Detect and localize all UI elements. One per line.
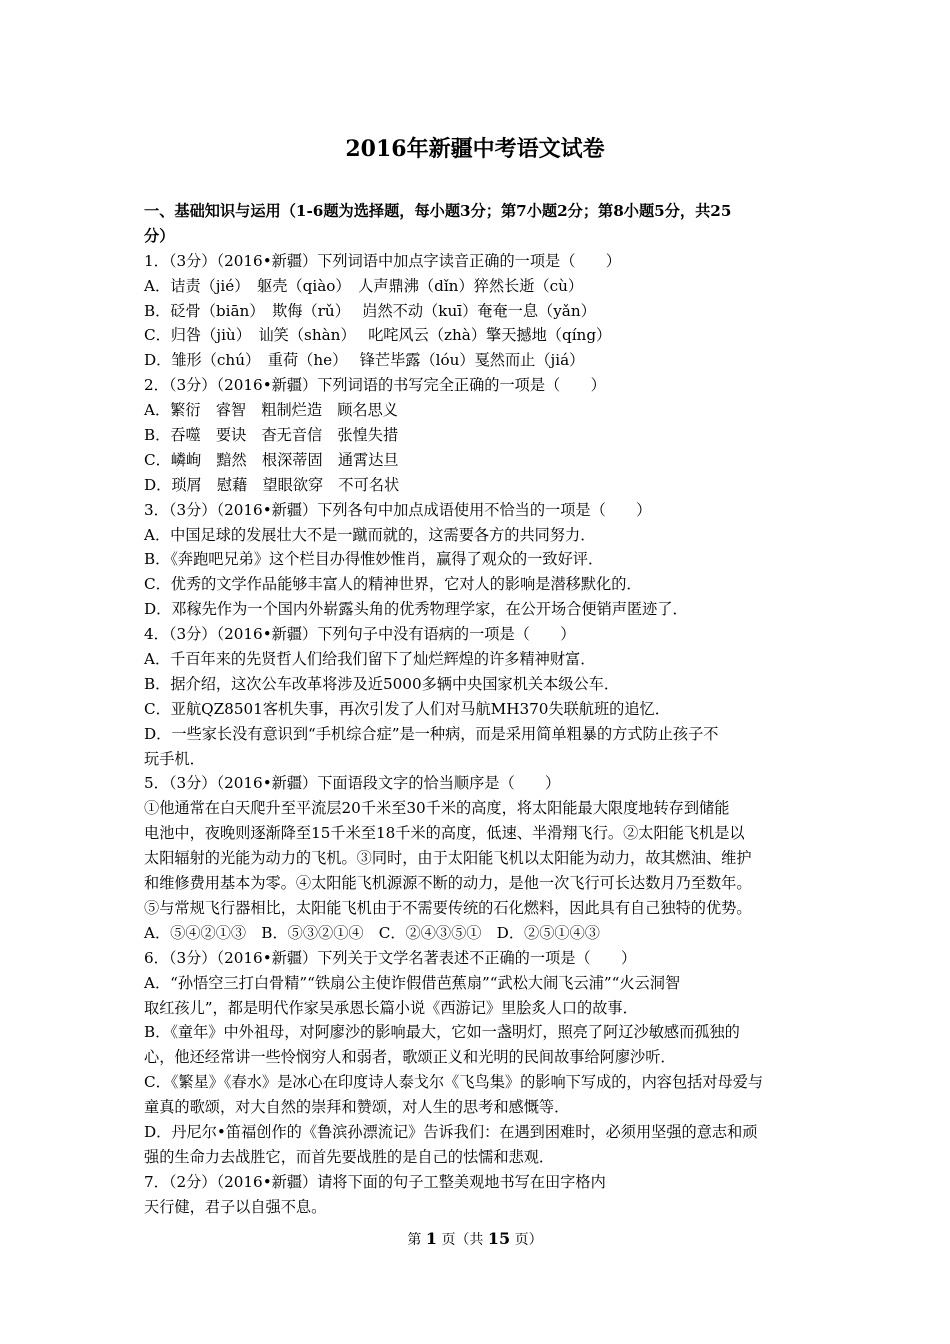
footer-prefix: 第	[407, 1232, 422, 1248]
footer-middle: 页（共	[441, 1232, 484, 1248]
text-line: B．吞噬 要诀 杳无音信 张惶失措	[144, 426, 399, 445]
page-title: 2016年新疆中考语文试卷	[345, 136, 605, 162]
footer-total-pages: 15	[487, 1229, 511, 1248]
page-footer	[0, 1228, 950, 1251]
text-line: 取红孩儿”，都是明代作家吴承恩长篇小说《西游记》里脍炙人口的故事．	[144, 998, 638, 1017]
text-line: 2．（3分）（2016•新疆）下列词语的书写完全正确的一项是（ ）	[144, 376, 606, 395]
text-line: A．繁衍 睿智 粗制烂造 顾名思义	[144, 401, 398, 420]
text-line: 5．（3分）（2016•新疆）下面语段文字的恰当顺序是（ ）	[144, 774, 561, 793]
text-line: 3．（3分）（2016•新疆）下列各句中加点成语使用不恰当的一项是（ ）	[144, 500, 652, 519]
footer-page-number: 1	[425, 1229, 437, 1248]
text-line: C．优秀的文学作品能够丰富人的精神世界，它对人的影响是潜移默化的．	[144, 575, 642, 594]
text-line: D．丹尼尔•笛福创作的《鲁滨孙漂流记》告诉我们：在遇到困难时，必须用坚强的意志和顽	[144, 1122, 758, 1141]
text-line: B．《奔跑吧兄弟》这个栏目办得惟妙惟肖，赢得了观众的一致好评．	[144, 550, 604, 569]
text-line: 玩手机．	[144, 749, 205, 768]
text-line: ①他通常在白天爬升至平流层20千米至30千米的高度，将太阳能最大限度地转存到储能	[144, 799, 730, 818]
text-line: 童真的歌颂，对大自然的崇拜和赞颂，对人生的思考和感慨等．	[144, 1098, 570, 1117]
text-line: ⑤与常规飞行器相比，太阳能飞机由于不需要传统的石化燃料，因此具有自己独特的优势。	[144, 898, 752, 917]
text-line: 7．（2分）（2016•新疆）请将下面的句子工整美观地书写在田字格内	[144, 1172, 606, 1191]
text-line: C．嶙峋 黯然 根深蒂固 通霄达旦	[144, 450, 399, 469]
text-line: A．诘责（jié） 躯壳（qiào） 人声鼎沸（dǐn）猝然长逝（cù）	[144, 276, 584, 295]
document-body	[144, 199, 814, 1220]
text-line: A．“孙悟空三打白骨精”“铁扇公主使诈假借芭蕉扇”“武松大闹飞云浦”“火云洞智	[144, 973, 681, 992]
text-line: 强的生命力去战胜它，而首先要战胜的是自己的怯懦和悲观．	[144, 1147, 555, 1166]
text-line: D．琐屑 慰藉 望眼欲穿 不可名状	[144, 475, 400, 494]
text-line: 1．（3分）（2016•新疆）下列词语中加点字读音正确的一项是（ ）	[144, 251, 621, 270]
text-line: D．一些家长没有意识到“手机综合症”是一种病，而是采用简单粗暴的方式防止孩子不	[144, 724, 719, 743]
text-line: B．《童年》中外祖母，对阿廖沙的影响最大，它如一盏明灯，照亮了阿辽沙敏感而孤独的	[144, 1023, 740, 1042]
text-line: B．据介绍，这次公车改革将涉及近5000多辆中央国家机关本级公车．	[144, 674, 620, 693]
text-line: C．归咎（jiù） 讪笑（shàn） 叱咤风云（zhà）擎天撼地（qíng）	[144, 326, 612, 345]
text-line: 4．（3分）（2016•新疆）下列句子中没有语病的一项是（ ）	[144, 625, 576, 644]
text-line: 太阳辐射的光能为动力的飞机。③同时，由于太阳能飞机以太阳能为动力，故其燃油、维护	[144, 849, 752, 868]
text-line: 心，他还经常讲一些怜悯穷人和弱者，歌颂正义和光明的民间故事给阿廖沙听．	[144, 1048, 676, 1067]
text-line: A．中国足球的发展壮大不是一蹴而就的，这需要各方的共同努力．	[144, 525, 596, 544]
section-heading-line: 分）	[144, 226, 175, 245]
text-line: A．千百年来的先贤哲人们给我们留下了灿烂辉煌的许多精神财富．	[144, 650, 596, 669]
text-line: 天行健，君子以自强不息。	[144, 1197, 327, 1216]
footer-suffix: 页）	[514, 1232, 543, 1248]
text-line: 电池中，夜晚则逐渐降至15千米至18千米的高度，低速、半滑翔飞行。②太阳能飞机是以	[144, 824, 745, 843]
text-line: C．亚航QZ8501客机失事，再次引发了人们对马航MH370失联航班的追忆．	[144, 699, 670, 718]
text-line: B．砭骨（biān） 欺侮（rǔ） 岿然不动（kuī）奄奄一息（yǎn）	[144, 301, 596, 320]
text-line: D．邓稼先作为一个国内外崭露头角的优秀物理学家，在公开场合便销声匿迹了．	[144, 600, 688, 619]
text-line: A．⑤④②①③ B．⑤③②①④ C．②④③⑤① D．②⑤①④③	[144, 923, 600, 942]
text-line: D．雏形（chú） 重荷（he） 锋芒毕露（lóu）戛然而止（jiá）	[144, 351, 585, 370]
section-heading-line: 一、基础知识与运用（1-6题为选择题，每小题3分；第7小题2分；第8小题5分，共25	[144, 202, 732, 220]
text-line: C．《繁星》《春水》是冰心在印度诗人泰戈尔《飞鸟集》的影响下写成的，内容包括对母爱与	[144, 1073, 764, 1092]
text-line: 和维修费用基本为零。④太阳能飞机源源不断的动力，是他一次飞行可长达数月乃至数年。	[144, 874, 752, 893]
text-line: 6．（3分）（2016•新疆）下列关于文学名著表述不正确的一项是（ ）	[144, 948, 637, 967]
